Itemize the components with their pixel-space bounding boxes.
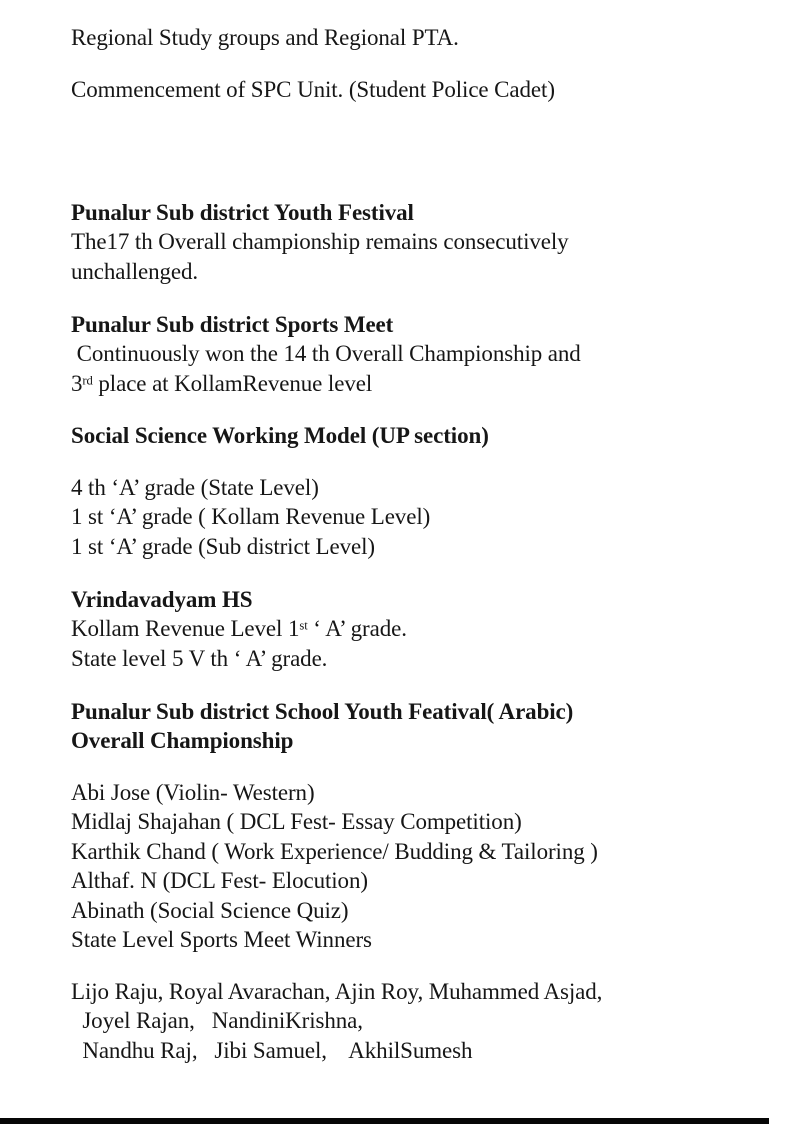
text-line: Karthik Chand ( Work Experience/ Budding & Tailoring ): [71, 838, 598, 864]
paragraph-arabic-youth-festival: [71, 697, 731, 756]
paragraph-grades-list: [71, 473, 731, 561]
paragraph-regional-study-groups: [71, 23, 731, 52]
text-line: Punalur Sub district Sports Meet: [71, 312, 394, 337]
text-line: Althaf. N (DCL Fest- Elocution): [71, 868, 368, 894]
text-line: 4 th ‘A’ grade (State Level): [71, 475, 319, 500]
paragraph-spc-unit: [71, 75, 731, 104]
text-line: State Level Sports Meet Winners: [71, 927, 372, 953]
text-line: Nandhu Raj, Jibi Samuel, AkhilSumesh: [71, 1037, 473, 1063]
paragraph-sports-winners-names: [71, 977, 731, 1065]
text-line: Punalur Sub district Youth Festival: [71, 200, 414, 225]
bottom-scan-bar: [0, 1118, 769, 1124]
text-line: Vrindavadyam HS: [71, 587, 253, 612]
text-line: Punalur Sub district School Youth Featival( Arabic): [71, 699, 574, 724]
text-line: Regional Study groups and Regional PTA.: [71, 25, 459, 50]
text-line: Lijo Raju, Royal Avarachan, Ajin Roy, Muhammed Asjad,: [71, 979, 603, 1004]
paragraph-winners-list: [71, 778, 731, 954]
text-line: State level 5 V th ‘ A’ grade.: [71, 645, 328, 671]
text-line: Commencement of SPC Unit. (Student Police Cadet): [71, 77, 555, 102]
text-line: Kollam Revenue Level 1st ‘ A’ grade.: [71, 616, 407, 642]
paragraph-sports-meet: [71, 310, 731, 398]
paragraph-social-science-working-model: [71, 421, 731, 450]
text-line: Joyel Rajan, NandiniKrishna,: [71, 1008, 363, 1034]
text-line: unchallenged.: [71, 258, 199, 284]
paragraph-vrindavadyam-hs: [71, 585, 731, 673]
text-line: 3rd place at KollamRevenue level: [71, 370, 373, 396]
text-line: Social Science Working Model (UP section): [71, 423, 489, 448]
text-line: Midlaj Shajahan ( DCL Fest- Essay Competition): [71, 809, 522, 835]
text-line: Overall Championship: [71, 728, 294, 754]
text-line: Abinath (Social Science Quiz): [71, 897, 349, 923]
text-line: Abi Jose (Violin- Western): [71, 780, 315, 805]
text-line: 1 st ‘A’ grade ( Kollam Revenue Level): [71, 504, 431, 530]
text-line: The17 th Overall championship remains consecutively: [71, 229, 569, 255]
text-line: 1 st ‘A’ grade (Sub district Level): [71, 533, 375, 559]
text-line: Continuously won the 14 th Overall Championship and: [71, 341, 581, 367]
paragraph-youth-festival: [71, 198, 731, 286]
